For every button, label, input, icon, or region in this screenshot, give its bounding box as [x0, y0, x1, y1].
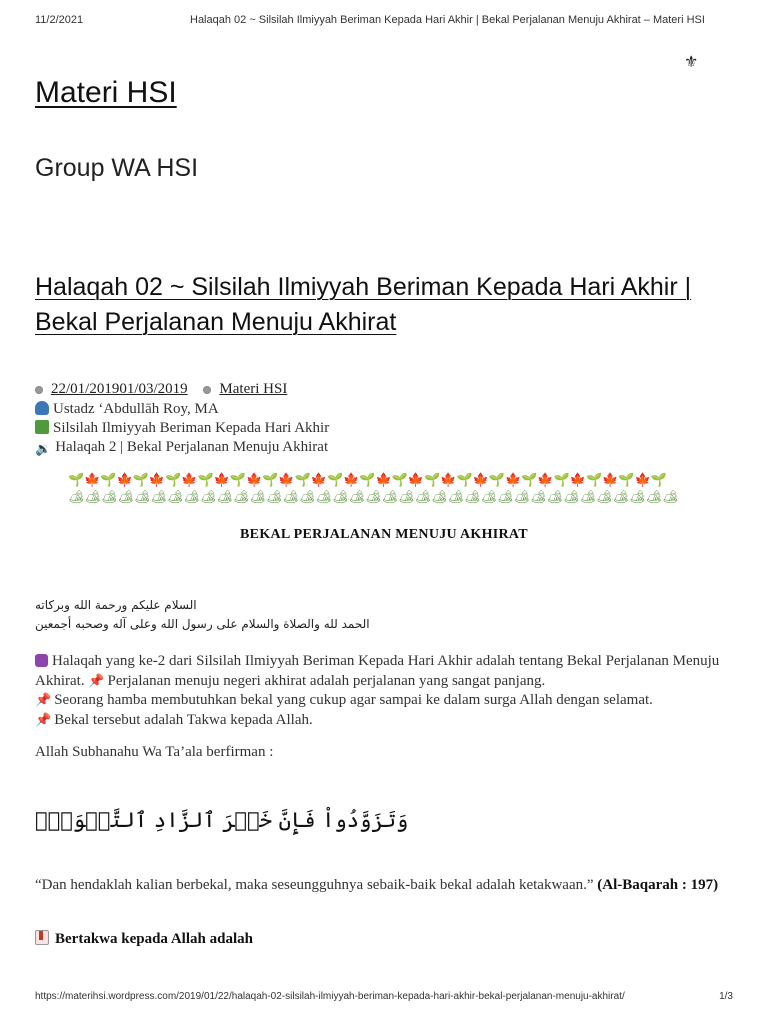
site-description: Group WA HSI	[35, 154, 199, 182]
paragraph-text: Halaqah yang ke-2 dari Silsilah Ilmiyyah Beriman Kepada Hari Akhir adalah tentang Bekal Perjalanan Menuju Akhirat.	[35, 653, 720, 689]
series-text: Silsilah Ilmiyyah Beriman Kepada Hari Akhir	[53, 420, 330, 436]
bullet-dot-icon	[35, 386, 43, 394]
fleur-de-lis-icon: ⚜	[684, 54, 699, 71]
decorative-emoji-row: 🏕🏕🏕🏕🏕🏕🏕🏕🏕🏕🏕🏕🏕🏕🏕🏕🏕🏕🏕🏕🏕🏕🏕🏕🏕🏕🏕🏕🏕🏕🏕🏕🏕🏕🏕🏕🏕	[68, 489, 679, 504]
paragraph	[35, 690, 735, 710]
series-line	[35, 418, 329, 438]
print-date: 11/2/2021	[35, 14, 84, 26]
quran-verse: وَتَزَوَّدُواْ فَإِنَّ خَيۡرَ ٱلزَّادِ ٱلتَّقۡوَىٰۚ	[35, 808, 409, 832]
subheading	[35, 930, 253, 948]
paragraph	[35, 710, 735, 730]
print-page-number: 1/3	[719, 991, 733, 1002]
verse-translation	[35, 875, 735, 895]
subheading-text: Bertakwa kepada Allah adalah	[55, 931, 253, 947]
site-title-link[interactable]: Materi HSI	[35, 76, 177, 109]
paragraph-text: Bekal tersebut adalah Takwa kepada Allah.	[54, 712, 313, 728]
print-url: https://materihsi.wordpress.com/2019/01/22/halaqah-02-silsilah-ilmiyyah-beriman-kepada-hari-akhir-bekal-perjalanan-menuju-akhirat/	[35, 991, 625, 1002]
section-heading: BEKAL PERJALANAN MENUJU AKHIRAT	[240, 527, 528, 542]
pushpin-icon: 📌	[35, 692, 52, 707]
episode-line	[35, 437, 328, 457]
translation-text: “Dan hendaklah kalian berbekal, maka seseungguhnya sebaik-baik bekal adalah ketakwaan.”	[35, 877, 594, 893]
bullet-dot-icon	[203, 386, 211, 394]
pushpin-icon: 📌	[88, 673, 105, 688]
user-icon	[35, 401, 49, 415]
pushpin-icon: 📌	[35, 712, 52, 727]
post-meta	[35, 379, 287, 399]
decorative-emoji-row: 🌱🍁🌱🍁🌱🍁🌱🍁🌱🍁🌱🍁🌱🍁🌱🍁🌱🍁🌱🍁🌱🍁🌱🍁🌱🍁🌱🍁🌱🍁🌱🍁🌱🍁🌱🍁🌱	[68, 472, 667, 487]
speaker-icon: 🔉	[35, 441, 52, 456]
author-line	[35, 399, 219, 419]
crescent-icon	[35, 654, 48, 667]
post-title-link[interactable]: Halaqah 02 ~ Silsilah Ilmiyyah Beriman Kepada Hari Akhir | Bekal Perjalanan Menuju Akhirat	[35, 273, 692, 336]
paragraph	[35, 652, 735, 691]
post-date-link[interactable]: 22/01/201901/03/2019	[51, 381, 188, 397]
print-title: Halaqah 02 ~ Silsilah Ilmiyyah Beriman Kepada Hari Akhir | Bekal Perjalanan Menuju Akhirat – Materi HSI	[190, 14, 705, 26]
arabic-greeting: السلام عليكم ورحمة الله وبركاته	[35, 598, 197, 612]
arabic-praise: الحمد لله والصلاة والسلام على رسول الله وعلى آله وصحبه أجمعين	[35, 617, 370, 631]
verse-reference: (Al-Baqarah : 197)	[597, 877, 719, 893]
category-link[interactable]: Materi HSI	[219, 381, 288, 397]
paragraph-text: Seorang hamba membutuhkan bekal yang cukup agar sampai ke dalam surga Allah dengan selamat.	[54, 692, 653, 708]
episode-text: Halaqah 2 | Bekal Perjalanan Menuju Akhirat	[55, 439, 329, 455]
green-book-icon	[35, 420, 49, 434]
author-text: Ustadz ‘Abdullāh Roy, MA	[53, 401, 219, 417]
quote-intro: Allah Subhanahu Wa Ta’ala berfirman :	[35, 744, 274, 760]
bookmark-icon	[35, 930, 49, 945]
paragraph-text: Perjalanan menuju negeri akhirat adalah perjalanan yang sangat panjang.	[107, 673, 546, 689]
